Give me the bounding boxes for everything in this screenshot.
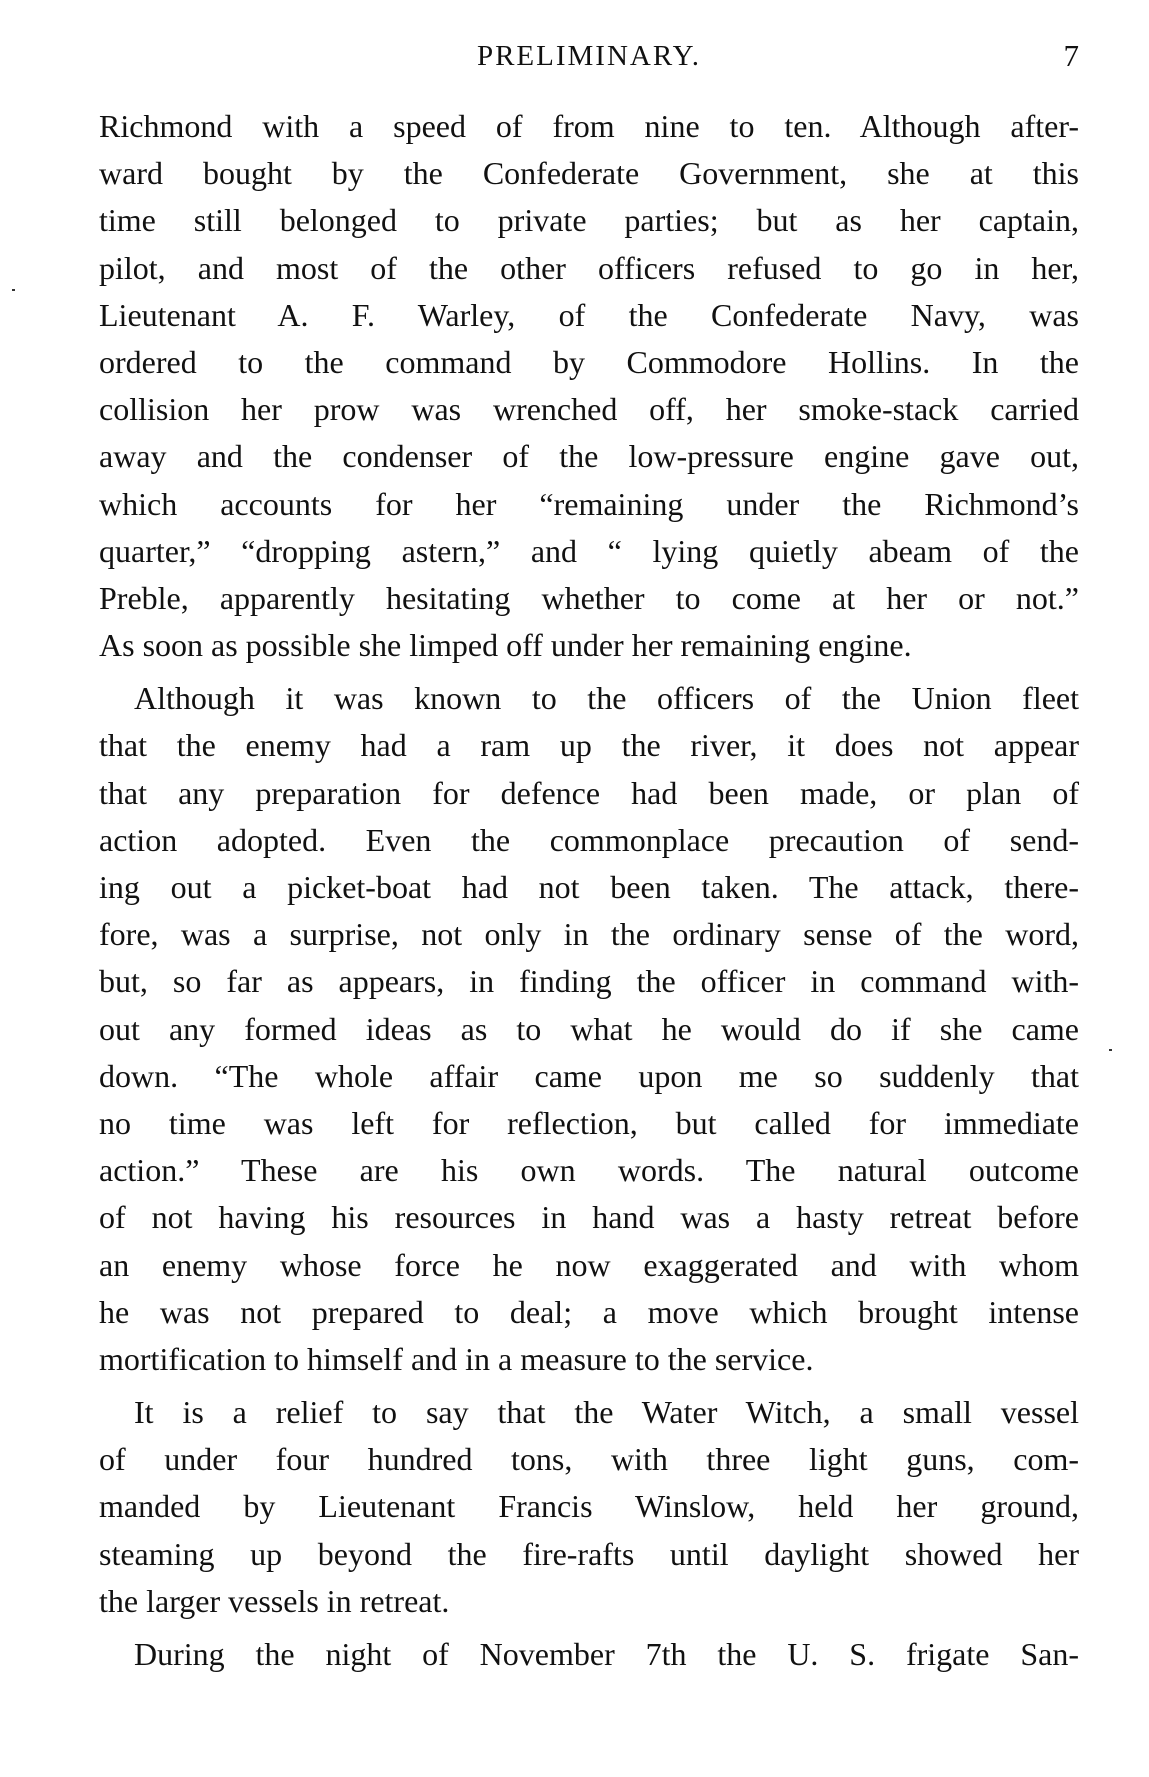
- text-line: manded by Lieutenant Francis Winslow, held her ground,: [99, 1488, 1079, 1525]
- text-line: mortification to himself and in a measure to the service.: [99, 1340, 814, 1377]
- text-line: that the enemy had a ram up the river, it does not appear: [99, 727, 1079, 764]
- text-line: but, so far as appears, in finding the officer in command with-: [99, 963, 1079, 1000]
- text-line: fore, was a surprise, not only in the ordinary sense of the word,: [99, 916, 1079, 953]
- text-line: of under four hundred tons, with three light guns, com-: [99, 1441, 1079, 1478]
- text-line: ordered to the command by Commodore Hollins. In the: [99, 343, 1079, 380]
- text-line: ing out a picket-boat had not been taken. The attack, there-: [99, 869, 1079, 905]
- text-line: Preble, apparently hesitating whether to come at her or not.”: [99, 579, 1079, 616]
- text-line: Although it was known to the officers of the Union fleet: [134, 680, 1079, 717]
- margin-speck: [1109, 1049, 1112, 1051]
- text-line: out any formed ideas as to what he would do if she came: [99, 1010, 1079, 1047]
- running-title: PRELIMINARY.: [476, 40, 702, 72]
- text-line: ward bought by the Confederate Government, she at this: [99, 155, 1079, 192]
- body-text: [99, 103, 1079, 1678]
- text-line: It is a relief to say that the Water Witch, a small vessel: [134, 1394, 1079, 1431]
- page-number: 7: [1063, 38, 1079, 73]
- text-line: During the night of November 7th the U. S. frigate San-: [134, 1636, 1079, 1672]
- text-line: an enemy whose force he now exaggerated and with whom: [99, 1246, 1079, 1283]
- text-line: quarter,” “dropping astern,” and “ lying quietly abeam of the: [99, 532, 1079, 569]
- text-line: no time was left for reflection, but called for immediate: [99, 1104, 1079, 1141]
- text-line: collision her prow was wrenched off, her smoke-stack carried: [99, 391, 1079, 428]
- paragraph-1: [99, 103, 1079, 669]
- text-line: away and the condenser of the low-pressure engine gave out,: [99, 438, 1079, 475]
- paragraph-3: [99, 1389, 1079, 1625]
- margin-speck: [12, 289, 15, 291]
- text-line: down. “The whole affair came upon me so suddenly that: [99, 1057, 1079, 1094]
- text-line: time still belonged to private parties; but as her captain,: [99, 202, 1079, 239]
- text-line: of not having his resources in hand was a hasty retreat before: [99, 1199, 1079, 1236]
- paragraph-4: [99, 1631, 1079, 1678]
- text-line: which accounts for her “remaining under the Richmond’s: [99, 485, 1079, 522]
- paragraph-2: [99, 675, 1079, 1383]
- text-line: As soon as possible she limped off under her remaining engine.: [99, 627, 912, 664]
- text-line: Richmond with a speed of from nine to ten. Although after-: [99, 108, 1079, 144]
- text-line: Lieutenant A. F. Warley, of the Confederate Navy, was: [99, 296, 1079, 333]
- text-line: pilot, and most of the other officers refused to go in her,: [99, 249, 1079, 286]
- running-head: [99, 36, 1079, 76]
- text-line: steaming up beyond the fire-rafts until daylight showed her: [99, 1535, 1079, 1572]
- text-line: action adopted. Even the commonplace precaution of send-: [99, 821, 1079, 858]
- text-line: he was not prepared to deal; a move which brought intense: [99, 1293, 1079, 1330]
- text-line: that any preparation for defence had been made, or plan of: [99, 774, 1079, 811]
- text-line: action.” These are his own words. The natural outcome: [99, 1152, 1079, 1189]
- text-line: the larger vessels in retreat.: [99, 1582, 450, 1619]
